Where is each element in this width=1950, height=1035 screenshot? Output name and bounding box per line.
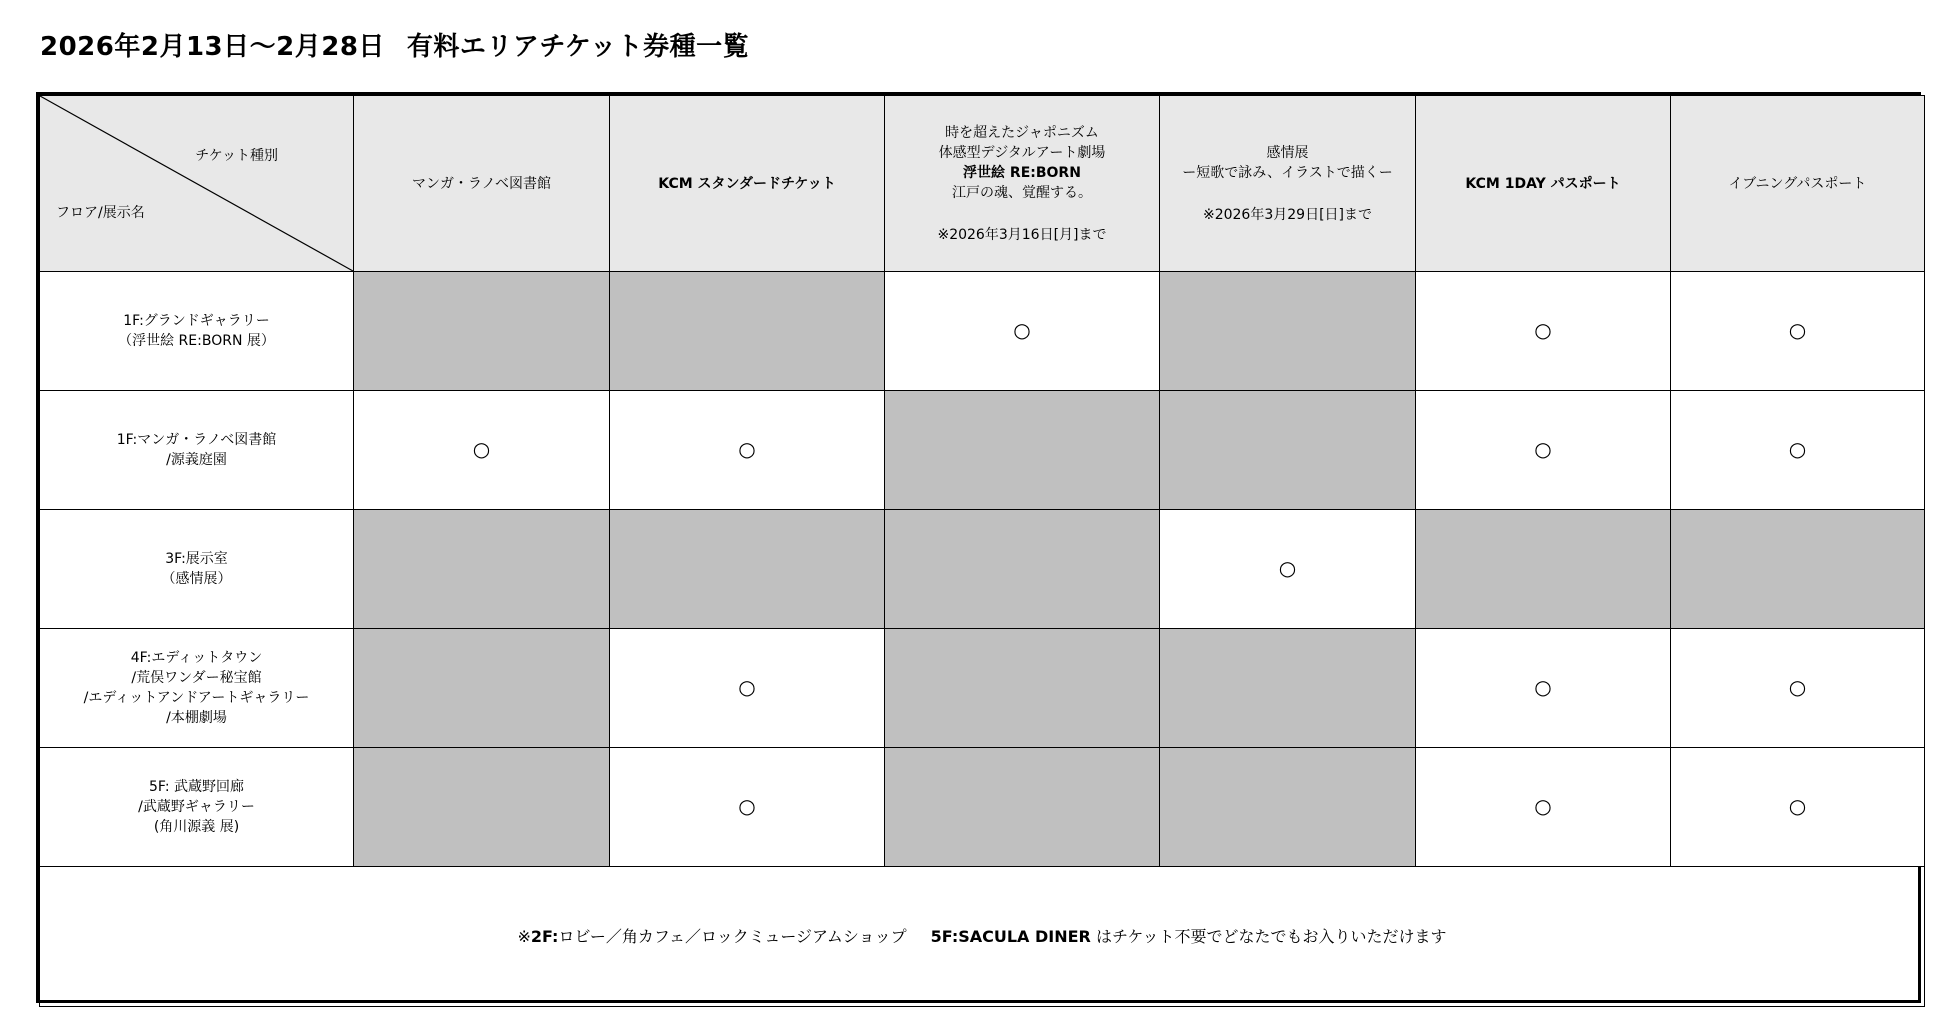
available-cell xyxy=(1671,748,1925,867)
floor-name-cell: 5F: 武蔵野回廊 /武蔵野ギャラリー (角川源義 展) xyxy=(40,748,354,867)
footnote xyxy=(40,867,1925,1007)
unavailable-cell xyxy=(885,748,1160,867)
unavailable-cell xyxy=(610,510,885,629)
unavailable-cell xyxy=(354,629,610,748)
available-cell xyxy=(1416,629,1671,748)
footnote-row xyxy=(40,867,1925,1007)
column-header-line: ー短歌で詠み、イラストで描くー xyxy=(1182,164,1393,181)
available-cell xyxy=(610,629,885,748)
unavailable-cell xyxy=(354,510,610,629)
title-name: 有料エリアチケット券種一覧 xyxy=(406,32,750,62)
available-cell xyxy=(1671,391,1925,510)
column-header-line: マンガ・ラノベ図書館 xyxy=(411,175,552,192)
table-row xyxy=(40,629,1925,748)
circle-mark: ○ xyxy=(738,436,756,461)
table-row xyxy=(40,272,1925,391)
table-row xyxy=(40,391,1925,510)
floor-label: フロア/展示名 xyxy=(56,205,145,221)
circle-mark: ○ xyxy=(1788,793,1807,818)
unavailable-cell xyxy=(1160,391,1416,510)
unavailable-cell xyxy=(885,629,1160,748)
circle-mark: ○ xyxy=(738,674,756,699)
circle-mark: ○ xyxy=(1278,555,1297,580)
unavailable-cell xyxy=(1160,748,1416,867)
column-header-line: イブニングパスポート xyxy=(1728,175,1867,192)
available-cell xyxy=(1416,748,1671,867)
unavailable-cell xyxy=(1671,510,1925,629)
column-header-ukiyoe-reborn xyxy=(885,96,1160,272)
corner-header xyxy=(40,96,354,272)
unavailable-cell xyxy=(610,272,885,391)
column-header-standard-ticket xyxy=(610,96,885,272)
column-header-line: 浮世絵 RE:BORN xyxy=(963,164,1081,181)
column-header-evening-passport xyxy=(1671,96,1925,272)
column-header-note: ※2026年3月16日[月]まで xyxy=(937,226,1107,243)
column-header-line: KCM 1DAY パスポート xyxy=(1465,175,1621,192)
footnote-5f-text: はチケット不要でどなたでもお入りいただけます xyxy=(1090,926,1447,946)
footnote-2f-text: ロビー／角カフェ／ロックミュージアムショップ xyxy=(558,926,907,946)
available-cell xyxy=(1671,629,1925,748)
ticket-table xyxy=(36,92,1921,1003)
column-header-line: 感情展 xyxy=(1266,144,1309,161)
page-title xyxy=(40,26,749,63)
column-header-line: 時を超えたジャポニズム xyxy=(945,124,1099,141)
available-cell xyxy=(1160,510,1416,629)
unavailable-cell xyxy=(1416,510,1671,629)
circle-mark: ○ xyxy=(1534,793,1552,818)
available-cell xyxy=(885,272,1160,391)
header-row xyxy=(40,96,1925,272)
column-header-1day-passport xyxy=(1416,96,1671,272)
footnote-5f-label: 5F:SACULA DINER xyxy=(930,926,1091,946)
available-cell xyxy=(1416,272,1671,391)
circle-mark: ○ xyxy=(1534,674,1552,699)
column-header-line: 体感型デジタルアート劇場 xyxy=(938,144,1106,161)
unavailable-cell xyxy=(1160,272,1416,391)
circle-mark: ○ xyxy=(1534,317,1552,342)
column-header-line: 江戸の魂、覚醒する。 xyxy=(952,184,1092,201)
column-header-emotion-exhibit xyxy=(1160,96,1416,272)
title-period: 2026年2月13日～2月28日 xyxy=(40,32,385,62)
unavailable-cell xyxy=(885,510,1160,629)
column-header-manga-library xyxy=(354,96,610,272)
floor-name-cell: 4F:エディットタウン /荒俣ワンダー秘宝館 /エディットアンドアートギャラリー /本棚劇場 xyxy=(40,629,354,748)
footnote-2f-label: 2F: xyxy=(530,926,559,946)
unavailable-cell xyxy=(1160,629,1416,748)
circle-mark: ○ xyxy=(1788,674,1807,699)
circle-mark: ○ xyxy=(1788,317,1807,342)
unavailable-cell xyxy=(354,272,610,391)
floor-name-cell: 1F:マンガ・ラノベ図書館 /源義庭園 xyxy=(40,391,354,510)
circle-mark: ○ xyxy=(738,793,756,818)
available-cell xyxy=(1671,272,1925,391)
table-row xyxy=(40,748,1925,867)
circle-mark: ○ xyxy=(472,436,491,461)
diagonal-line xyxy=(40,96,353,271)
available-cell xyxy=(610,748,885,867)
circle-mark: ○ xyxy=(1013,317,1031,342)
unavailable-cell xyxy=(885,391,1160,510)
floor-name-cell: 1F:グランドギャラリー （浮世絵 RE:BORN 展） xyxy=(40,272,354,391)
available-cell xyxy=(1416,391,1671,510)
available-cell xyxy=(610,391,885,510)
column-header-line: KCM スタンダードチケット xyxy=(658,175,836,192)
table-row xyxy=(40,510,1925,629)
unavailable-cell xyxy=(354,748,610,867)
floor-name-cell: 3F:展示室 （感情展） xyxy=(40,510,354,629)
available-cell xyxy=(354,391,610,510)
footnote-prefix: ※ xyxy=(517,926,531,946)
circle-mark: ○ xyxy=(1534,436,1552,461)
circle-mark: ○ xyxy=(1788,436,1807,461)
ticket-type-label: チケット種別 xyxy=(195,148,278,164)
column-header-note: ※2026年3月29日[日]まで xyxy=(1202,206,1372,223)
